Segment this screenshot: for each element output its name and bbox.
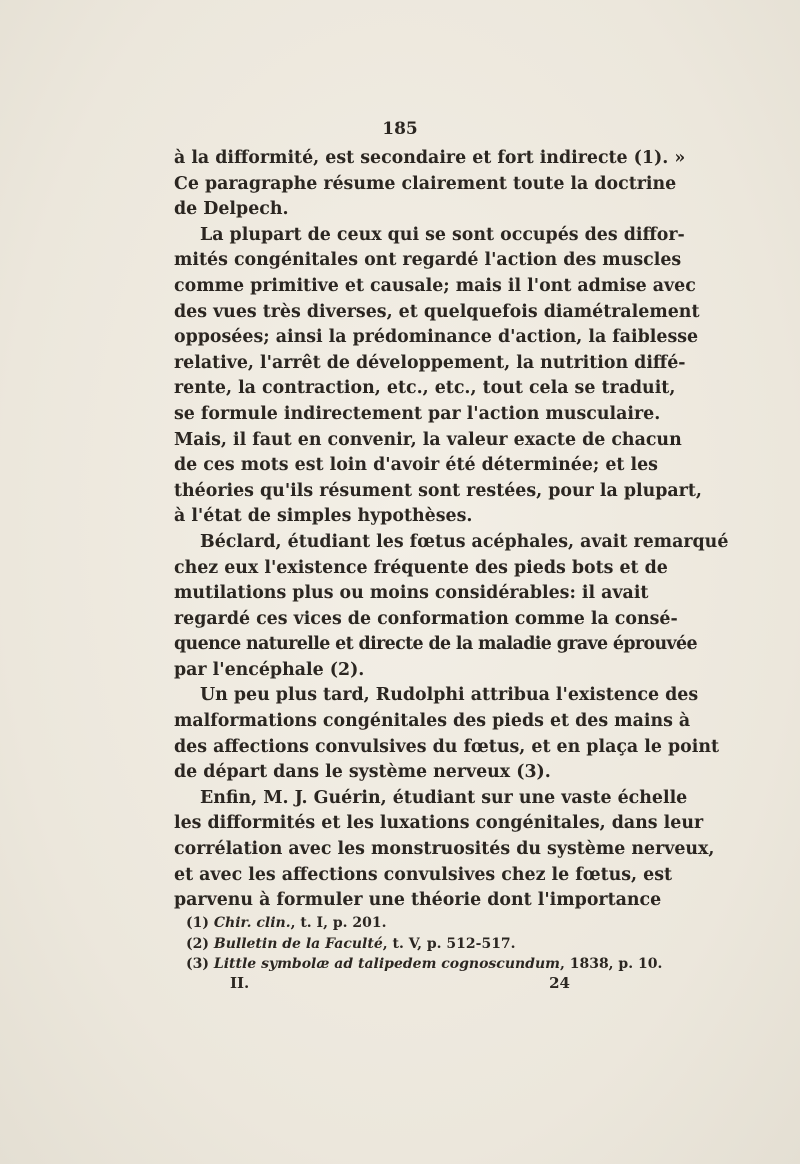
text-line: de Delpech. (174, 199, 289, 220)
signature-sheet: 24 (549, 974, 570, 992)
page-number: 185 (382, 119, 418, 139)
footnote-detail: , t. I, p. 201. (290, 915, 387, 931)
footnote-title: Chir. clin. (213, 915, 291, 931)
signature-volume: II. (230, 974, 250, 992)
text-line: des affections convulsives du fœtus, et en plaça le point (174, 736, 720, 757)
text-line: théories qu'ils résument sont restées, pour la plupart, (174, 480, 702, 501)
text-line: quence naturelle et directe de la maladie grave éprouvée (174, 634, 697, 655)
text-line: les difformités et les luxations congénitales, dans leur (174, 813, 704, 834)
text-line: opposées; ainsi la prédominance d'action, la faiblesse (174, 327, 699, 348)
text-line: Mais, il faut en convenir, la valeur exacte de chacun (174, 429, 682, 450)
text-line: des vues très diverses, et quelquefois diamétralement (174, 301, 700, 322)
paragraph-1 (174, 146, 686, 223)
text-line: rente, la contraction, etc., etc., tout cela se traduit, (174, 378, 676, 399)
text-line: Béclard, étudiant les fœtus acéphales, avait remarqué (200, 531, 729, 552)
text-line: La plupart de ceux qui se sont occupés des diffor- (200, 224, 685, 245)
text-line: et avec les affections convulsives chez le fœtus, est (174, 864, 673, 885)
text-line: regardé ces vices de conformation comme la consé- (174, 608, 678, 629)
text-line: Enfin, M. J. Guérin, étudiant sur une vaste échelle (200, 787, 688, 808)
text-line: de ces mots est loin d'avoir été déterminée; et les (174, 455, 658, 476)
text-line: chez eux l'existence fréquente des pieds bots et de (174, 557, 668, 578)
footnote-title: Little symbolæ ad talipedem cognoscundum (213, 956, 560, 972)
footnote-3 (186, 954, 663, 975)
text-line: mutilations plus ou moins considérables: il avait (174, 583, 649, 604)
body-text (174, 118, 729, 914)
paragraph-4 (174, 683, 720, 785)
footnote-number: (2) (186, 935, 209, 952)
footnote-1 (186, 913, 626, 934)
text-line: malformations congénitales des pieds et des mains à (174, 711, 691, 732)
paragraph-3 (174, 530, 729, 684)
footnote-number: (3) (186, 956, 209, 972)
paragraph-2 (174, 223, 702, 530)
footnotes (186, 913, 663, 975)
text-line: Ce paragraphe résume clairement toute la doctrine (174, 173, 677, 194)
footnote-detail: , t. V, p. 512-517. (382, 935, 516, 952)
text-line: à l'état de simples hypothèses. (174, 506, 473, 527)
footnote-title: Bulletin de la Faculté (213, 935, 383, 952)
signature-mark (230, 974, 570, 992)
text-line: comme primitive et causale; mais il l'ont admise avec (174, 275, 696, 296)
paragraph-5 (174, 786, 715, 914)
footnote-detail: , 1838, p. 10. (559, 956, 663, 972)
text-line: Un peu plus tard, Rudolphi attribua l'existence des (200, 685, 699, 706)
text-line: corrélation avec les monstruosités du système nerveux, (174, 839, 715, 860)
text-line: mités congénitales ont regardé l'action des muscles (174, 250, 682, 271)
text-line: se formule indirectement par l'action musculaire. (174, 403, 661, 424)
text-line: de départ dans le système nerveux (3). (174, 762, 551, 783)
text-line: par l'encéphale (2). (174, 659, 365, 680)
footnote-number: (1) (186, 915, 209, 931)
text-line: parvenu à formuler une théorie dont l'importance (174, 890, 662, 911)
text-line: à la difformité, est secondaire et fort indirecte (1). » (174, 148, 686, 168)
text-line: relative, l'arrêt de développement, la nutrition diffé- (174, 352, 686, 373)
footnote-2 (186, 934, 626, 955)
